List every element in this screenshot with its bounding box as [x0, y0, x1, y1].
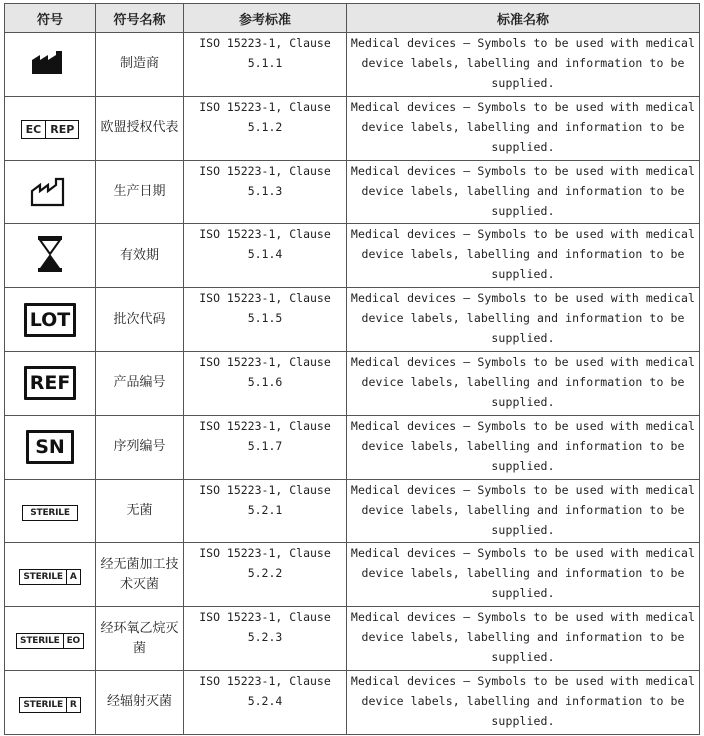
standard-name: Medical devices — Symbols to be used with medical device labels, labelling and information to be supplied.: [347, 543, 700, 607]
hourglass-icon: [37, 235, 63, 273]
standard-name: Medical devices — Symbols to be used with medical device labels, labelling and information to be supplied.: [347, 670, 700, 734]
table-row: [5, 96, 700, 160]
ec-rep-icon: EC REP: [21, 120, 80, 139]
reference-standard: ISO 15223-1, Clause 5.1.6: [184, 351, 347, 415]
symbol-name: 序列编号: [96, 415, 184, 479]
table-header-row: [5, 4, 700, 33]
reference-standard: ISO 15223-1, Clause 5.1.4: [184, 224, 347, 288]
symbol-name: 经无菌加工技术灭菌: [96, 543, 184, 607]
table-row: [5, 415, 700, 479]
header-standard-name: 标准名称: [347, 4, 700, 33]
standard-name: Medical devices — Symbols to be used with medical device labels, labelling and information to be supplied.: [347, 160, 700, 224]
reference-standard: ISO 15223-1, Clause 5.1.2: [184, 96, 347, 160]
standard-name: Medical devices — Symbols to be used with medical device labels, labelling and information to be supplied.: [347, 607, 700, 671]
sterile-icon: STERILE: [22, 505, 78, 521]
symbol-name: 制造商: [96, 33, 184, 97]
sterile-a-icon: STERILE A: [19, 569, 80, 585]
header-reference-standard: 参考标准: [184, 4, 347, 33]
symbol-name: 经环氧乙烷灭菌: [96, 607, 184, 671]
table-row: [5, 33, 700, 97]
symbol-name: 产品编号: [96, 351, 184, 415]
symbols-table: [4, 3, 700, 735]
lot-icon: LOT: [24, 303, 77, 337]
reference-standard: ISO 15223-1, Clause 5.1.1: [184, 33, 347, 97]
standard-name: Medical devices — Symbols to be used with medical device labels, labelling and information to be supplied.: [347, 415, 700, 479]
symbol-name: 无菌: [96, 479, 184, 543]
standard-name: Medical devices — Symbols to be used with medical device labels, labelling and information to be supplied.: [347, 96, 700, 160]
reference-standard: ISO 15223-1, Clause 5.1.7: [184, 415, 347, 479]
ref-icon: REF: [24, 366, 77, 400]
symbol-name: 经辐射灭菌: [96, 670, 184, 734]
symbol-name: 欧盟授权代表: [96, 96, 184, 160]
date-of-manufacture-icon: [30, 173, 70, 207]
table-row: [5, 351, 700, 415]
table-row: [5, 670, 700, 734]
table-row: [5, 479, 700, 543]
standard-name: Medical devices — Symbols to be used with medical device labels, labelling and information to be supplied.: [347, 351, 700, 415]
symbol-name: 有效期: [96, 224, 184, 288]
table-row: [5, 288, 700, 352]
table-row: [5, 224, 700, 288]
symbol-name: 批次代码: [96, 288, 184, 352]
table-row: [5, 543, 700, 607]
manufacturer-icon: [30, 49, 70, 75]
table-row: [5, 160, 700, 224]
reference-standard: ISO 15223-1, Clause 5.2.1: [184, 479, 347, 543]
reference-standard: ISO 15223-1, Clause 5.2.4: [184, 670, 347, 734]
reference-standard: ISO 15223-1, Clause 5.1.5: [184, 288, 347, 352]
standard-name: Medical devices — Symbols to be used with medical device labels, labelling and information to be supplied.: [347, 479, 700, 543]
reference-standard: ISO 15223-1, Clause 5.2.3: [184, 607, 347, 671]
standard-name: Medical devices — Symbols to be used with medical device labels, labelling and information to be supplied.: [347, 288, 700, 352]
sterile-eo-icon: STERILE EO: [16, 633, 84, 649]
sterile-r-icon: STERILE R: [19, 697, 80, 713]
header-symbol-name: 符号名称: [96, 4, 184, 33]
reference-standard: ISO 15223-1, Clause 5.1.3: [184, 160, 347, 224]
standard-name: Medical devices — Symbols to be used with medical device labels, labelling and information to be supplied.: [347, 224, 700, 288]
standard-name: Medical devices — Symbols to be used with medical device labels, labelling and information to be supplied.: [347, 33, 700, 97]
header-symbol: 符号: [5, 4, 96, 33]
reference-standard: ISO 15223-1, Clause 5.2.2: [184, 543, 347, 607]
symbol-name: 生产日期: [96, 160, 184, 224]
table-row: [5, 607, 700, 671]
sn-icon: SN: [26, 430, 74, 464]
